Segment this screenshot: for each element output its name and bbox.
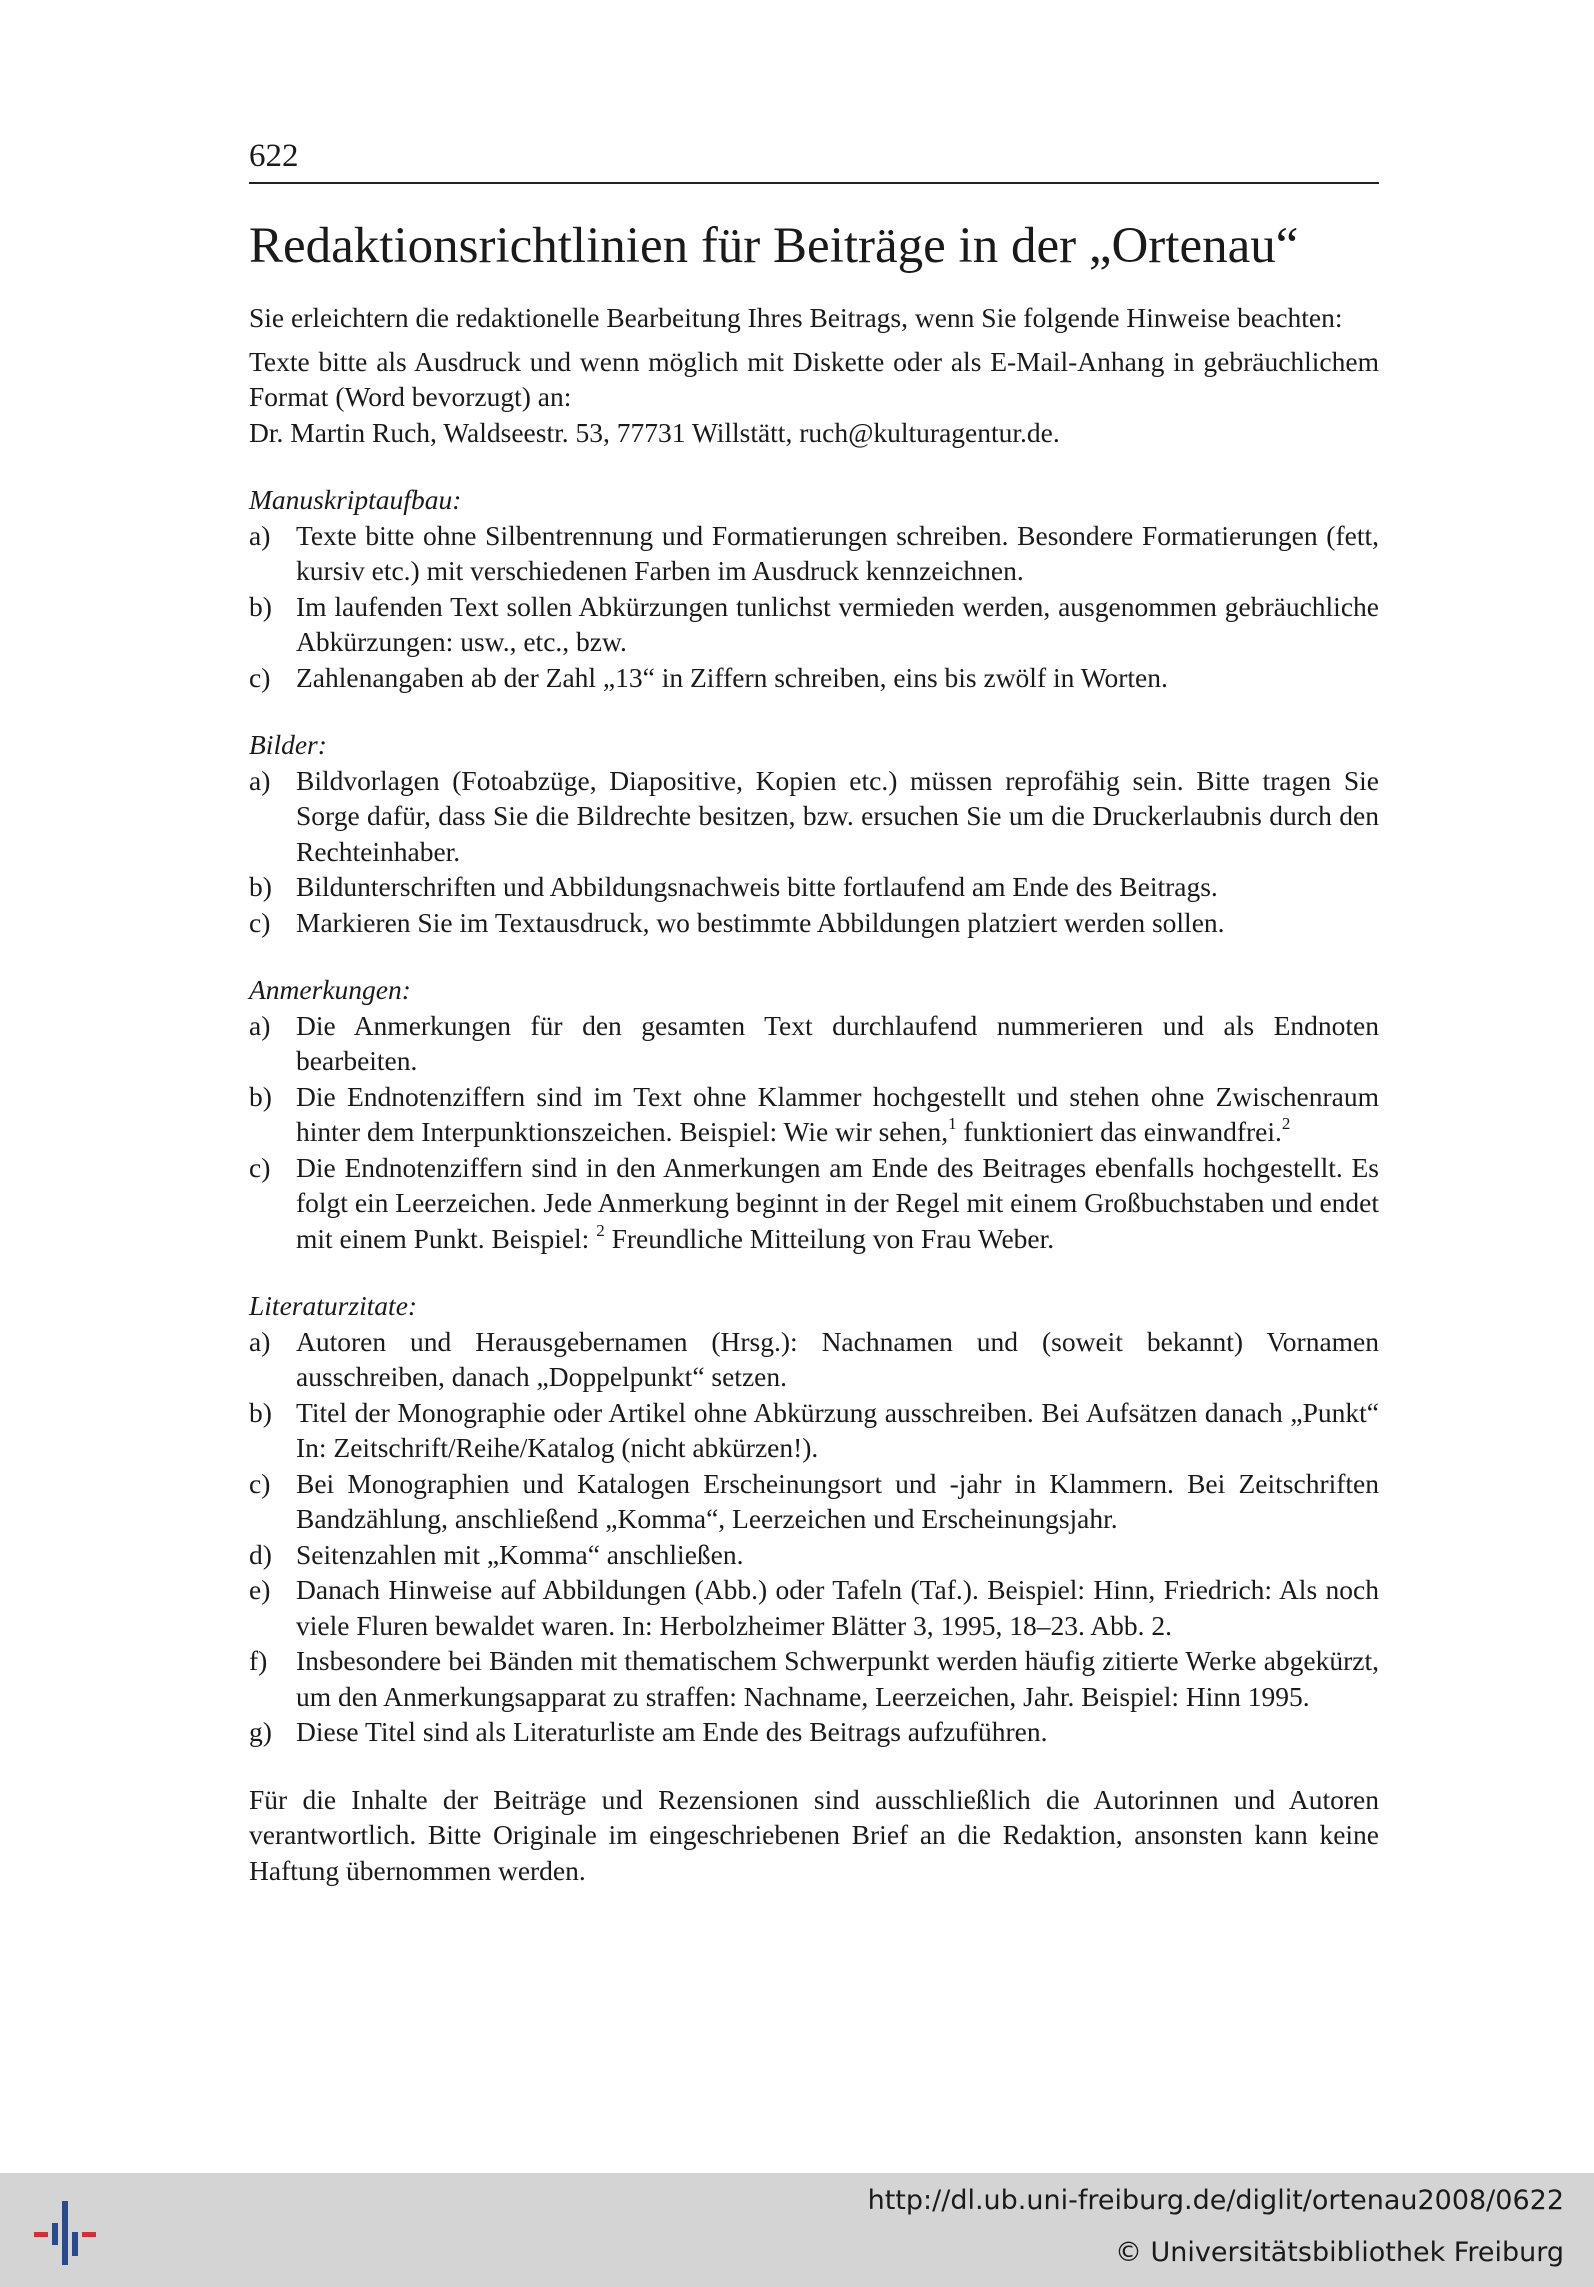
main-content: [249, 300, 1379, 1888]
list-item-text: Danach Hinweise auf Abbildungen (Abb.) oder Tafeln (Taf.). Beispiel: Hinn, Friedrich: Als noch viele Fluren bewaldet waren. In: Herbolzheimer Blätter 3, 1995, 18–23. Abb. 2.: [296, 1574, 1379, 1641]
section-bilder: [249, 727, 1379, 940]
list-item: [249, 1150, 1379, 1257]
page-title: Redaktionsrichtlinien für Beiträge in der „Ortenau“: [249, 218, 1299, 274]
list-item: [249, 1395, 1379, 1466]
list-item-text: Bildunterschriften und Abbildungsnachweis bitte fortlaufend am Ende des Beitrags.: [296, 871, 1218, 902]
list-item-text: Zahlenangaben ab der Zahl „13“ in Ziffern schreiben, eins bis zwölf in Worten.: [296, 661, 1168, 693]
list-item: [249, 1079, 1379, 1150]
intro-submission: Texte bitte als Ausdruck und wenn möglich mit Diskette oder als E-Mail-Anhang in gebräuchlichem Format (Word bevorzugt) an:: [249, 345, 1379, 412]
list-marker: b): [249, 871, 272, 902]
list-marker: b): [249, 1080, 272, 1112]
section-title: Bilder:: [249, 729, 327, 760]
page-number: 622: [249, 138, 299, 174]
list-item: [249, 1572, 1379, 1643]
list-marker: c): [249, 661, 271, 693]
list-item-text: Insbesondere bei Bänden mit thematischem Schwerpunkt werden häufig zitierte Werke abgekürzt, um den Anmerkungsapparat zu straffen: Nachname, Leerzeichen, Jahr. Beispiel: Hinn 1995.: [296, 1645, 1379, 1712]
list-marker: b): [249, 1396, 272, 1428]
section-title: Literaturzitate:: [249, 1290, 418, 1321]
library-logo-icon: [34, 2193, 104, 2273]
list-item-text: Freundliche Mitteilung von Frau Weber.: [604, 1222, 1055, 1254]
list-item-text: Die Anmerkungen für den gesamten Text durchlaufend nummerieren und als Endnoten bearbeiten.: [296, 1009, 1379, 1076]
list-item-text: Titel der Monographie oder Artikel ohne Abkürzung ausschreiben. Bei Aufsätzen danach „Punkt“ In: Zeitschrift/Reihe/Katalog (nicht abkürzen!).: [296, 1396, 1379, 1463]
list-marker: a): [249, 1009, 271, 1041]
list-item: [249, 1714, 1379, 1750]
list-marker: d): [249, 1538, 272, 1570]
section-literaturzitate: [249, 1288, 1379, 1750]
list-item-text: Diese Titel sind als Literaturliste am Ende des Beitrags aufzuführen.: [296, 1716, 1048, 1747]
list-item: [249, 1324, 1379, 1395]
list-item: [249, 1466, 1379, 1537]
list-marker: a): [249, 764, 271, 796]
list-item-text: Texte bitte ohne Silbentrennung und Formatierungen schreiben. Besondere Formatierungen (fett, kursiv etc.) mit verschiedenen Farben im Ausdruck kennzeichnen.: [296, 519, 1379, 586]
footnote-superscript: 2: [1281, 1114, 1291, 1133]
list-item: [249, 905, 1379, 941]
intro-paragraph: Sie erleichtern die redaktionelle Bearbeitung Ihres Beitrags, wenn Sie folgende Hinweise beachten:: [249, 302, 1343, 333]
copyright-notice: © Universitätsbibliothek Freiburg: [1114, 2237, 1564, 2268]
list-marker: a): [249, 1325, 271, 1357]
list-item: [249, 518, 1379, 589]
list-item-text: Die Endnotenziffern sind im Text ohne Klammer hochgestellt und stehen ohne Zwischenraum hinter dem Interpunktionszeichen. Beispiel: Wie wir sehen,: [296, 1080, 1379, 1147]
list-item-text: Im laufenden Text sollen Abkürzungen tunlichst vermieden werden, ausgenommen gebräuchliche Abkürzungen: usw., etc., bzw.: [296, 590, 1379, 657]
document-url-link[interactable]: http://dl.ub.uni-freiburg.de/diglit/ortenau2008/0622: [867, 2185, 1564, 2216]
intro-address: Dr. Martin Ruch, Waldseestr. 53, 77731 Willstätt, ruch@kulturagentur.de.: [249, 416, 1060, 448]
section-manuskriptaufbau: [249, 482, 1379, 695]
list-marker: e): [249, 1574, 271, 1605]
header-rule: [249, 182, 1379, 184]
footnote-superscript: 2: [596, 1220, 605, 1240]
list-item-text: funktioniert das einwandfrei.: [956, 1116, 1282, 1147]
list-marker: c): [249, 1151, 271, 1183]
list-marker: b): [249, 590, 272, 622]
list-item-text: Autoren und Herausgebernamen (Hrsg.): Nachnamen und (soweit bekannt) Vornamen ausschreiben, danach „Doppelpunkt“ setzen.: [296, 1325, 1379, 1392]
list-item: [249, 589, 1379, 660]
list-item: [249, 1537, 1379, 1573]
list-item-text: Bei Monographien und Katalogen Erscheinungsort und -jahr in Klammern. Bei Zeitschriften Bandzählung, anschließend „Komma“, Leerzeichen und Erscheinungsjahr.: [296, 1467, 1379, 1534]
list-item-text: Die Endnotenziffern sind in den Anmerkungen am Ende des Beitrages ebenfalls hochgestellt. Es folgt ein Leerzeichen. Jede Anmerkung beginnt in der Regel mit einem Großbuchstaben und endet mit einem Punkt. Beispiel:: [296, 1151, 1379, 1254]
section-anmerkungen: [249, 972, 1379, 1256]
list-item: [249, 660, 1379, 696]
list-marker: f): [249, 1645, 268, 1676]
list-marker: c): [249, 906, 271, 938]
list-item: [249, 1643, 1379, 1714]
closing-paragraph: Für die Inhalte der Beiträge und Rezensionen sind ausschließlich die Autorinnen und Autoren verantwortlich. Bitte Originale im eingeschriebenen Brief an die Redaktion, ansonsten kann keine Haftung übernommen werden.: [249, 1783, 1379, 1886]
list-item: [249, 869, 1379, 905]
list-marker: g): [249, 1716, 272, 1747]
list-item: [249, 763, 1379, 870]
list-item-text: Bildvorlagen (Fotoabzüge, Diapositive, Kopien etc.) müssen reprofähig sein. Bitte tragen Sie Sorge dafür, dass Sie die Bildrechte besitzen, bzw. ersuchen Sie um die Druckerlaubnis durch den Rechteinhaber.: [296, 764, 1379, 867]
list-item-text: Seitenzahlen mit „Komma“ anschließen.: [296, 1538, 744, 1570]
footnote-superscript: 1: [948, 1114, 957, 1133]
list-marker: a): [249, 519, 271, 551]
list-item-text: Markieren Sie im Textausdruck, wo bestimmte Abbildungen platziert werden sollen.: [296, 906, 1225, 938]
section-title: Manuskriptaufbau:: [249, 484, 462, 515]
section-title: Anmerkungen:: [249, 974, 411, 1005]
list-item: [249, 1008, 1379, 1079]
footer-bar: [0, 2173, 1594, 2287]
list-marker: c): [249, 1467, 271, 1499]
